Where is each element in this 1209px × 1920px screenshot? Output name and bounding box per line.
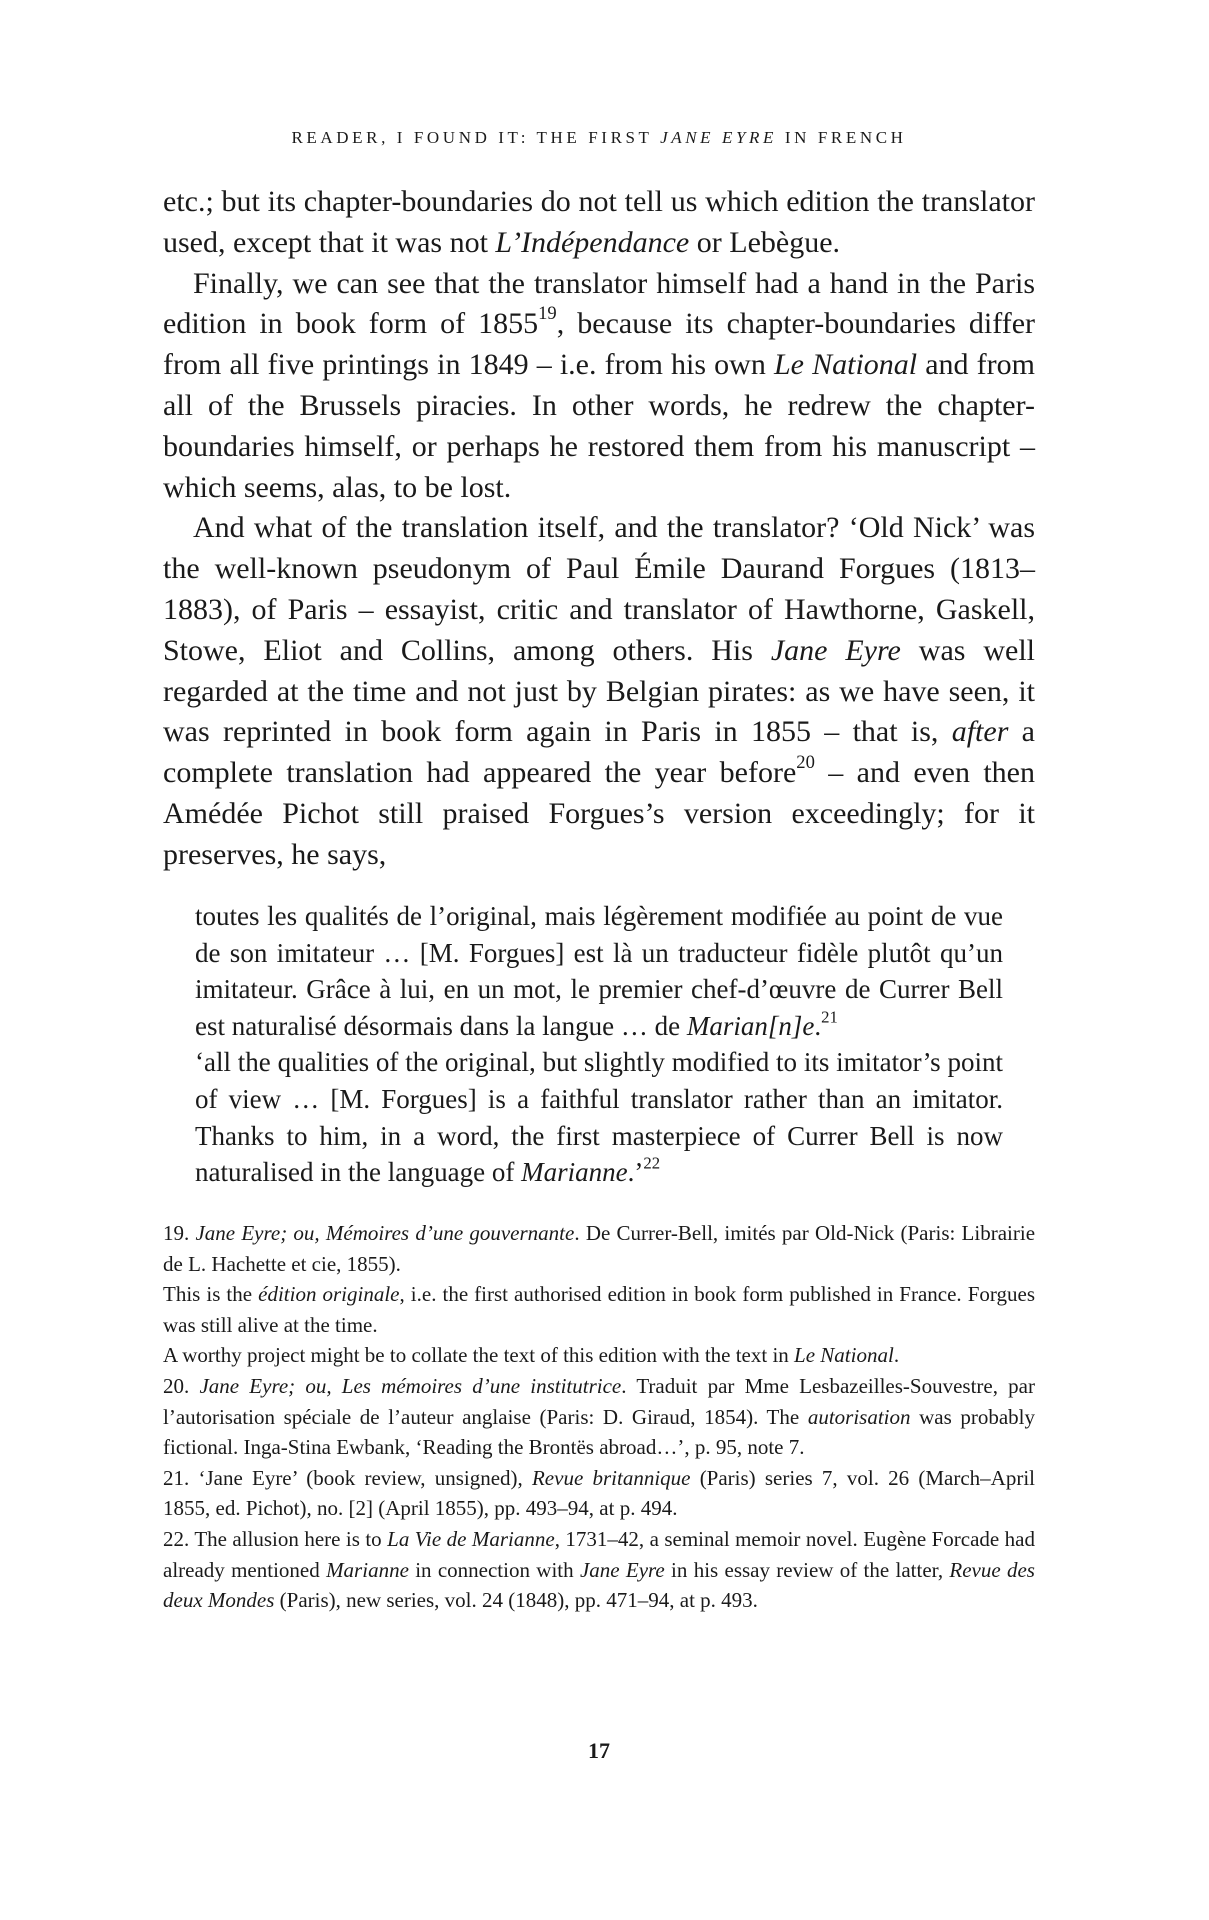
book-page: [163, 0, 1035, 1920]
footnote-19-continued-2: A worthy project might be to collate the text of this edition with the text in Le National.: [163, 1343, 900, 1368]
footnote-ref-19[interactable]: 19: [538, 303, 557, 325]
footnote-ref-21[interactable]: 21: [821, 1007, 838, 1027]
footnote-22: 22. The allusion here is to La Vie de Marianne, 1731–42, a seminal memoir novel. Eugène Forcade had already mentioned Marianne in connection with Jane Eyre in his essay review of the latter, Revue des deux Mondes (Paris), new series, vol. 24 (1848), pp. 471–94, at p. 493.: [163, 1526, 1035, 1613]
footnote-19-continued: This is the édition originale, i.e. the first authorised edition in book form published in France. Forgues was still alive at the time.: [163, 1282, 1036, 1337]
footnote-21: 21. ‘Jane Eyre’ (book review, unsigned), Revue britannique (Paris) series 7, vol. 26 (March–April 1855, ed. Pichot), no. [2] (April 1855), pp. 493–94, at p. 494.: [163, 1465, 1036, 1521]
footnote-20: 20. Jane Eyre; ou, Les mémoires d’une institutrice. Traduit par Mme Lesbazeilles-Souvestre, par l’autorisation spéciale de l’auteur anglaise (Paris: D. Giraud, 1854). The autorisation was probably fictional. Inga-Stina Ewbank, ‘Reading the Brontës abroad…’, p. 95, note 7.: [163, 1373, 1035, 1460]
running-head-text: READER, I FOUND IT: THE FIRST: [291, 128, 661, 147]
running-head: [163, 128, 1035, 148]
paragraph-3: And what of the translation itself, and the translator? ‘Old Nick’ was the well-known pseudonym of Paul Émile Daurand Forgues (1813–1883), of Paris – essayist, critic and translator of Hawthorne, Gaskell, Stowe, Eliot and Collins, among others. His Jane Eyre was well regarded at the time and not just by Belgian pirates: as we have seen, it was reprinted in book form again in Paris in 1855 – that is, after a complete translation had appeared the year before$^{20}$ – and even then Amédée Pichot still praised Forgues’s version exceedingly; for it preserves, he says,: [163, 511, 1035, 871]
footnotes: [163, 1218, 1035, 1616]
running-head-title: JANE EYRE: [660, 128, 778, 147]
footnote-19: 19. Jane Eyre; ou, Mémoires d’une gouvernante. De Currer-Bell, imités par Old-Nick (Paris: Librairie de L. Hachette et cie, 1855).: [163, 1221, 1036, 1276]
running-head-text-end: IN FRENCH: [777, 128, 907, 147]
main-text: [163, 182, 1035, 876]
paragraph-2: Finally, we can see that the translator himself had a hand in the Paris edition in book form of 1855$^{19}$, because its chapter-boundaries differ from all five printings in 1849 – i.e. from his own Le National and from all of the Brussels piracies. In other words, he redrew the chapter-boundaries himself, or perhaps he restored them from his manuscript – which seems, alas, to be lost.: [163, 266, 1035, 504]
page-number: 17: [588, 1738, 610, 1763]
footnote-ref-22[interactable]: 22: [643, 1153, 661, 1173]
paragraph-1: etc.; but its chapter-boundaries do not tell us which edition the translator used, except that it was not L’Indépendance or Lebègue.: [163, 185, 1035, 259]
quote-french: toutes les qualités de l’original, mais légèrement modifiée au point de vue de son imitateur … [M. Forgues] est là un traducteur fidèle plutôt qu’un imitateur. Grâce à lui, en un mot, le premier chef-d’œuvre de Currer Bell est naturalisé désormais dans la langue … de Marian[n]e.$^{21}$: [195, 901, 1003, 1041]
footnote-ref-20[interactable]: 20: [796, 752, 815, 774]
block-quote: [195, 898, 1003, 1191]
quote-english: ‘all the qualities of the original, but slightly modified to its imitator’s point of view … [M. Forgues] is a faithful translator rather than an imitator. Thanks to him, in a word, the first masterpiece of Currer Bell is now naturalised in the language of Marianne.’$^{22}$: [195, 1047, 1003, 1188]
